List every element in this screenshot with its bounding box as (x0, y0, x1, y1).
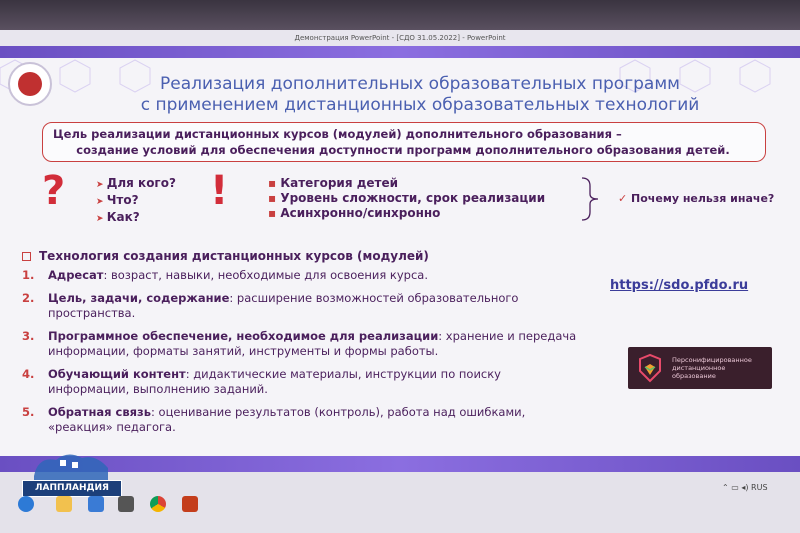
window-title: Демонстрация PowerPoint - [СДО 31.05.2022] - PowerPoint (0, 30, 800, 46)
powerpoint-icon[interactable] (182, 496, 198, 512)
tech-heading (22, 249, 429, 263)
question-item: ➤ Как? (96, 210, 176, 227)
step-item (22, 268, 582, 283)
goal-box (42, 122, 766, 162)
network-icon[interactable]: ▭ (731, 483, 739, 492)
answer-item: ▪ Категория детей (268, 176, 545, 191)
curly-brace-icon (580, 176, 600, 222)
mail-icon[interactable] (88, 496, 104, 512)
sdo-link[interactable]: https://sdo.pfdo.ru (610, 278, 749, 293)
file-explorer-icon[interactable] (56, 496, 72, 512)
questions-list (96, 176, 176, 227)
step-body (48, 291, 582, 321)
question-item: ➤ Что? (96, 193, 176, 210)
step-number: 1. (22, 268, 35, 282)
step-text: : дидактические материалы, инструкции по поиску информации, выполнению заданий. (48, 367, 501, 396)
answer-item: ▪ Уровень сложности, срок реализации (268, 191, 545, 206)
step-text: : расширение возможностей образовательного пространства. (48, 291, 519, 320)
laplandia-label: ЛАППЛАНДИЯ (22, 480, 122, 497)
steps-list (22, 268, 582, 443)
chevron-up-icon[interactable]: ⌃ (722, 483, 729, 492)
question-mark-icon: ? (42, 168, 66, 214)
why-not-otherwise: ✓ Почему нельзя иначе? (618, 192, 774, 205)
slide-title (120, 74, 720, 116)
step-text: : хранение и передача информации, форматы занятий, инструменты и формы работы. (48, 329, 577, 358)
step-body (48, 405, 582, 435)
tech-heading-text: Технология создания дистанционных курсов (модулей) (39, 249, 429, 263)
step-body (48, 268, 428, 283)
step-number: 2. (22, 291, 35, 305)
step-number: 4. (22, 367, 35, 381)
step-text: : возраст, навыки, необходимые для освоения курса. (103, 268, 429, 282)
slide-title-line1: Реализация дополнительных образовательных программ (159, 74, 680, 94)
windows-start-icon[interactable] (18, 496, 34, 512)
step-number: 3. (22, 329, 35, 343)
goal-text (53, 126, 753, 158)
step-number: 5. (22, 405, 35, 419)
pfdo-logo-icon (636, 353, 664, 383)
language-indicator[interactable]: RUS (751, 483, 768, 492)
goal-line2: создание условий для обеспечения доступности программ дополнительного образования детей. (76, 143, 730, 157)
checkbox-bullet-icon (22, 252, 31, 261)
step-head: Адресат (48, 268, 104, 282)
step-head: Обучающий контент (48, 367, 186, 381)
step-item (22, 291, 582, 321)
pfdo-text-line: дистанционное (672, 364, 726, 372)
step-head: Цель, задачи, содержание (48, 291, 230, 305)
step-text: : оценивание результатов (контроль), работа над ошибками, «реакция» педагога. (48, 405, 526, 434)
answers-list (268, 176, 545, 221)
store-icon[interactable] (118, 496, 134, 512)
step-body (48, 367, 582, 397)
exclamation-mark-icon: ! (210, 168, 229, 214)
answer-item: ▪ Асинхронно/синхронно (268, 206, 545, 221)
volume-icon[interactable]: ◂) (741, 483, 749, 492)
step-item (22, 405, 582, 435)
screen-bezel (0, 0, 800, 30)
step-item (22, 367, 582, 397)
pfdo-text-line: Персонифицированное (672, 356, 752, 364)
step-body (48, 329, 582, 359)
step-item (22, 329, 582, 359)
system-tray (722, 483, 768, 492)
slide-top-band (0, 46, 800, 58)
pfdo-text (672, 356, 752, 380)
chrome-icon[interactable] (150, 496, 166, 512)
emblem-icon (18, 72, 42, 96)
goal-line1: Цель реализации дистанционных курсов (модулей) дополнительного образования – (53, 127, 622, 141)
step-head: Программное обеспечение, необходимое для реализации (48, 329, 439, 343)
step-head: Обратная связь (48, 405, 151, 419)
organization-logo (8, 62, 52, 106)
pfdo-text-line: образование (672, 372, 716, 380)
question-item: ➤ Для кого? (96, 176, 176, 193)
slide-title-line2: с применением дистанционных образовательных технологий (140, 95, 700, 115)
pfdo-logo-block (628, 347, 772, 389)
